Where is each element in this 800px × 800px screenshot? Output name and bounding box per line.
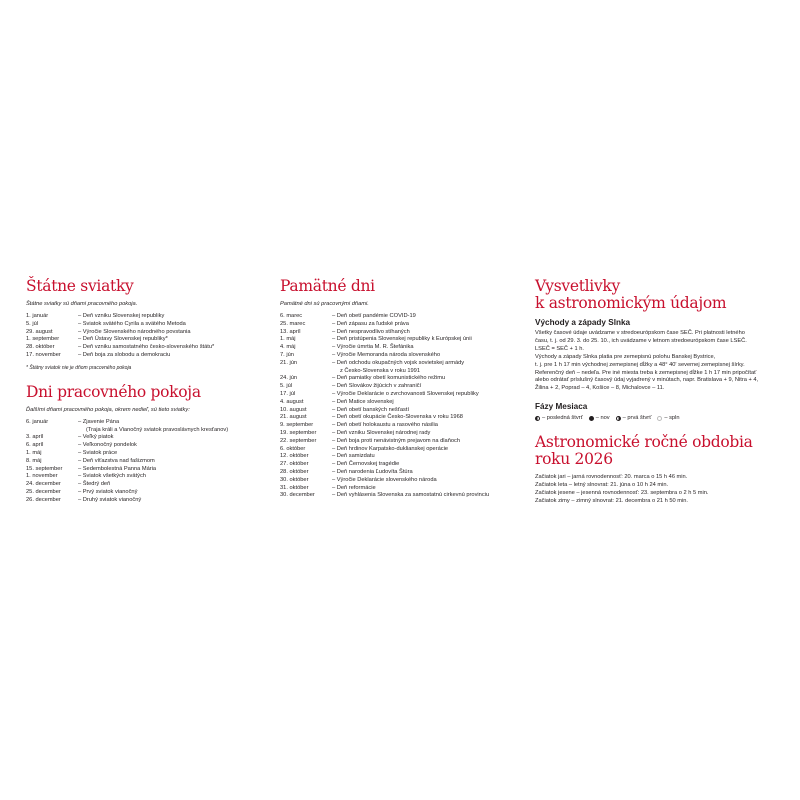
obdobia-list [535,474,777,506]
list-item: 3. apríl – Veľký piatok [26,434,114,441]
column-vysvetlivky [535,278,777,506]
list-item: 1. november – Sviatok všetkých svätých [26,473,146,480]
column-pamatne-dni [280,278,520,500]
list-item: 19. september – Deň vzniku Slovenskej národnej rady [280,429,431,436]
pamatne-subtitle: Pamätné dni sú pracovnými dňami. [280,301,369,307]
legend-label: – posledná štvrť [542,415,583,422]
statne-list [26,313,264,360]
list-item: 29. august – Výročie Slovenského národného povstania [26,328,191,335]
list-item: 1. máj – Deň pristúpenia Slovenskej republiky k Európskej únii [280,336,472,343]
list-item: 21. august – Deň obetí okupácie Česko-Slovenska v roku 1968 [280,414,463,421]
heading-vysvetlivky-line2: k astronomickým údajom [535,294,727,312]
list-item: Začiatok zimy – zimný slnovrat: 21. decembra o 21 h 50 min. [535,497,688,504]
list-item: 1. január – Deň vzniku Slovenskej republiky [26,313,165,319]
list-item: 4. máj – Výročie úmrtia M. R. Štefánika [280,344,414,351]
pokoj-subtitle: Ďalšími dňami pracovného pokoja, okrem nedieľ, sú tieto sviatky: [26,406,190,413]
list-item: 9. september – Deň obetí holokaustu a rasového násilia [280,422,438,429]
list-item: 17. november – Deň boja za slobodu a demokraciu [26,351,171,358]
legend-label: – nov [595,415,610,422]
statne-footnote: * Štátny sviatok nie je dňom pracovného pokoja [26,364,132,371]
heading-vysvetlivky [535,278,777,312]
list-item: 28. október – Deň vzniku samostatného česko-slovenského štátu* [26,344,215,351]
heading-obdobia-line1: Astronomické ročné obdobia [535,433,753,452]
list-item: 30. december – Deň vyhlásenia Slovenska za samostatnú cirkevnú provinciu [280,492,490,499]
statne-subtitle: Štátne sviatky sú dňami pracovného pokoja. [26,301,138,307]
list-item: 31. október – Deň reformácie [280,484,376,491]
list-item: Začiatok jesene – jesenná rovnodennosť: 23. septembra o 2 h 5 min. [535,490,709,497]
last-quarter-moon-icon [535,416,540,421]
list-item: 5. júl – Deň Slovákov žijúcich v zahraničí [280,383,422,390]
list-item: 21. jún – Deň odchodu okupačných vojsk sovietskej armády [280,359,465,366]
list-item: Začiatok jari – jarná rovnodennosť: 20. marca o 15 h 46 min. [535,474,688,481]
list-item: 10. august – Deň obetí banských nešťastí [280,406,410,413]
heading-obdobia-line2: roku 2026 [535,450,613,469]
list-item: 6. január – Zjavenie Pána [26,418,120,425]
moon-phase-legend [535,414,777,422]
paragraph-line: Všetky časové údaje uvádzame v stredoeurópskom čase SEČ. Pri platnosti letného [535,330,745,336]
list-item: 6. apríl – Veľkonočný pondelok [26,442,137,449]
heading-statne-sviatky: Štátne sviatky [26,277,134,295]
list-item: 25. marec – Deň zápasu za ľudské práva [280,320,409,327]
heading-vychody-zapady: Východy a západy Slnka [535,318,631,327]
list-item: 24. december – Štedrý deň [26,481,111,488]
list-item: Začiatok leta – letný slnovrat: 21. júna o 10 h 24 min. [535,482,669,489]
heading-pamatne-dni: Pamätné dni [280,277,375,295]
list-item: 25. december – Prvý sviatok vianočný [26,488,138,495]
list-item: 17. júl – Výročie Deklarácie o zvrchovanosti Slovenskej republiky [280,390,479,397]
list-item: 5. júl – Sviatok svätého Cyrila a svätého Metoda [26,320,186,327]
legend-label: – prvá štvrť [622,415,652,422]
list-item: 27. október – Deň Černovskej tragédie [280,461,400,468]
vychody-paragraph [535,330,777,393]
list-item: (Traja králi a Vianočný sviatok pravoslávnych kresťanov) [86,426,229,433]
list-item: 6. marec – Deň obetí pandémie COVID-19 [280,313,416,319]
heading-dni-pracovneho-pokoja: Dni pracovného pokoja [26,382,201,401]
list-item: 13. apríl – Deň nespravodlivo stíhaných [280,328,410,335]
paragraph-line: Východy a západy Slnka platia pre zemepisnú polohu Banskej Bystrice, [535,353,716,360]
list-item: 4. august – Deň Matice slovenskej [280,398,394,405]
first-quarter-moon-icon [616,416,621,421]
pamatne-list [280,313,520,500]
list-item: 24. jún – Deň pamiatky obetí komunistického režimu [280,375,446,382]
new-moon-icon [589,416,594,421]
list-item: 12. október – Deň samizdatu [280,453,375,460]
paragraph-line: t. j. pre 1 h 17 min východnej zemepisnej dĺžky a 48° 40' severnej zemepisnej šírky. [535,361,745,368]
paragraph-line: LSEČ = SEČ + 1 h. [535,345,585,352]
paragraph-line: alebo odrátať príslušný časový údaj vyjadrený v minútach, napr. Bratislava + 9, Nitra + 4, [535,377,759,384]
list-item: 8. máj – Deň víťazstva nad fašizmom [26,457,155,464]
paragraph-line: času, t. j. od 29. 3. do 25. 10., ich uvádzame v letnom stredoeurópskom čase LSEČ. [535,337,747,344]
list-item: 22. september – Deň boja proti nenávistným prejavom na dlaňoch [280,437,461,444]
full-moon-icon [657,416,662,421]
list-item: z Česko-Slovenska v roku 1991 [340,367,420,374]
legend-label: – spln [664,415,680,422]
list-item: 15. september – Sedembolestná Panna Mária [26,465,157,472]
heading-fazy-mesiaca: Fázy Mesiaca [535,402,588,412]
list-item: 1. september – Deň Ústavy Slovenskej republiky* [26,336,168,343]
paragraph-line: Žilina + 2, Poprad – 4, Košice – 8, Michalovce – 11. [535,385,665,392]
list-item: 28. október – Deň narodenia Ľudovíta Štúra [280,468,413,475]
column-statne-pokoj [26,278,264,505]
list-item: 1. máj – Sviatok práce [26,449,118,456]
paragraph-line: Referenčný deň – nedeľa. Pre iné miesta treba k zemepisnej dĺžke 1 h 17 min pripočítať [535,369,757,376]
heading-vysvetlivky-line1: Vysvetlivky [535,277,620,295]
list-item: 26. december – Druhý sviatok vianočný [26,496,142,503]
list-item: 30. október – Výročie Deklarácie slovenského národa [280,476,437,483]
pokoj-list [26,419,264,505]
list-item: 7. jún – Výročie Memoranda národa slovenského [280,351,441,358]
list-item: 6. október – Deň hrdinov Karpatsko-duklianskej operácie [280,445,449,452]
heading-astronomicke-obdobia [535,434,777,468]
